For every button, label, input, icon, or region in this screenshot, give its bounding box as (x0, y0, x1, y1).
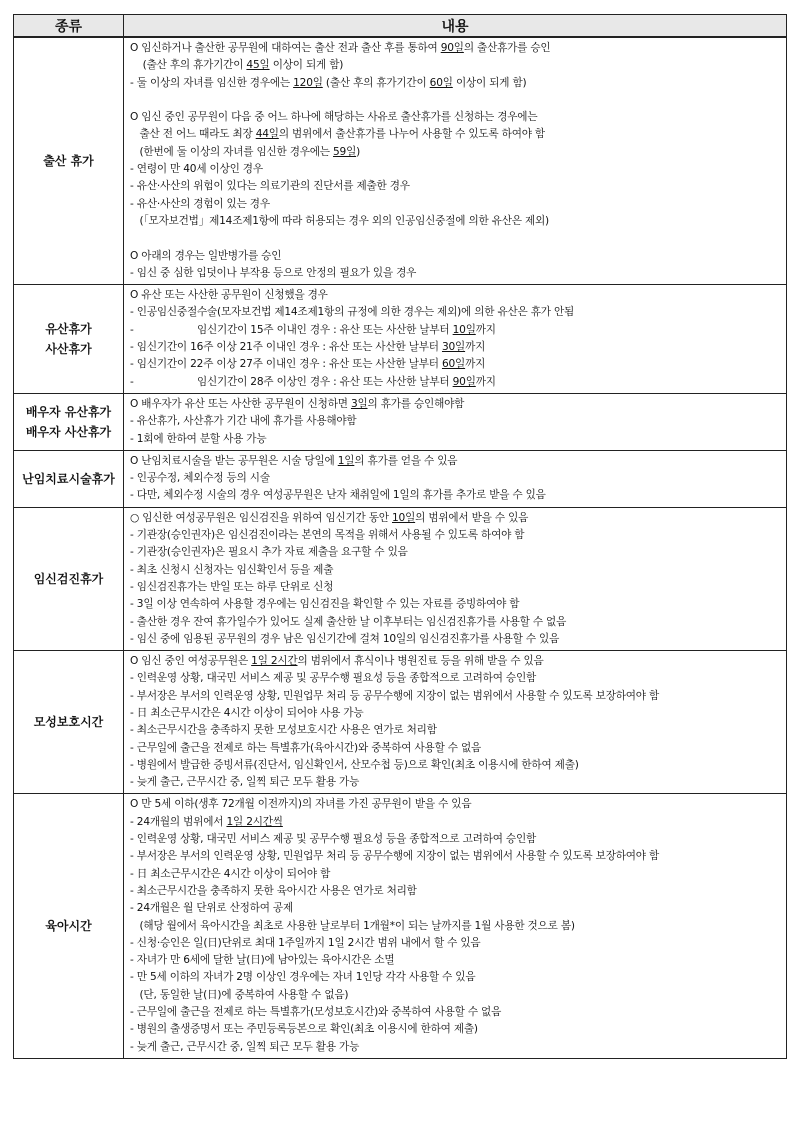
content-line (130, 144, 782, 161)
leave-content (124, 37, 787, 285)
line-text: - 늦게 출근, 근무시간 중, 일찍 퇴근 모두 활용 가능 (130, 1040, 360, 1053)
line-text: - 인력운영 상황, 대국민 서비스 제공 및 공무수행 필요성 등을 종합적으로 고려하여 승인함 (130, 833, 537, 846)
content-line (130, 831, 782, 848)
line-text: 출산 전 어느 때라도 최장 (130, 128, 256, 141)
content-line (130, 265, 782, 282)
line-text: O 난임치료시술을 받는 공무원은 시술 당일에 (130, 454, 338, 467)
content-line (130, 1004, 782, 1021)
content-line (130, 544, 782, 561)
line-text: - 늦게 출근, 근무시간 중, 일찍 퇴근 모두 활용 가능 (130, 776, 360, 789)
line-text: - 기관장(승인권자)은 필요시 추가 자료 제출을 요구할 수 있음 (130, 546, 408, 559)
line-text: O 임신 중인 여성공무원은 (130, 655, 252, 668)
underlined-term: 45일 (246, 59, 270, 72)
underlined-term: 30일 (441, 341, 466, 354)
underlined-term: 60일 (441, 358, 466, 371)
line-text: - 최소근무시간을 충족하지 못한 모성보호시간 사용은 연가로 처리함 (130, 724, 437, 737)
line-text: 이상이 되게 함) (452, 76, 527, 89)
line-text: - 인력운영 상황, 대국민 서비스 제공 및 공무수행 필요성 등을 종합적으로 고려하여 승인함 (130, 672, 537, 685)
line-text: 의 휴가를 얻을 수 있음 (354, 454, 458, 467)
content-line (130, 757, 782, 774)
content-line (130, 356, 782, 373)
content-line (130, 848, 782, 865)
leave-content (124, 450, 787, 507)
content-line (130, 1039, 782, 1056)
content-line (130, 987, 782, 1004)
category-label: 배우자 사산휴가 (25, 424, 112, 439)
category-label: 배우자 유산휴가 (25, 404, 112, 419)
line-text: - 유산휴가, 사산휴가 기간 내에 휴가를 사용해야함 (130, 415, 357, 428)
underlined-term: 44일 (255, 128, 279, 141)
leave-content (124, 507, 787, 650)
content-line (130, 579, 782, 596)
line-text: (해당 월에서 육아시간을 최초로 사용한 날로부터 1개월*이 되는 날까지를 1월 사용한 것으로 봄) (130, 919, 575, 932)
leave-content (124, 285, 787, 394)
leave-category (14, 393, 124, 450)
content-line (130, 883, 782, 900)
line-text: 까지 (465, 341, 486, 354)
underlined-term: 1일 (337, 454, 355, 467)
line-text: ○ 임신한 여성공무원은 임신검진을 위하여 임신기간 동안 (130, 511, 392, 524)
table-row (14, 37, 787, 285)
content-line (130, 614, 782, 631)
line-text: - 임신 중 심한 입덧이나 부작용 등으로 안정의 필요가 있을 경우 (130, 266, 417, 279)
underlined-term: 59일 (333, 145, 357, 158)
category-label: 난임치료시술휴가 (22, 471, 115, 486)
line-text: - 임신기간이 15주 이내인 경우 : 유산 또는 사산한 날부터 (130, 323, 453, 336)
line-text: - 임신기간이 28주 이상인 경우 : 유산 또는 사산한 날부터 (130, 375, 453, 388)
line-text: - 병원의 출생증명서 또는 주민등록등본으로 확인(최초 이용시에 한하여 제출) (130, 1023, 478, 1036)
line-text: - 3일 이상 연속하여 사용할 경우에는 임신검진을 확인할 수 있는 자료를 증빙하여야 함 (130, 598, 520, 611)
content-line (130, 1021, 782, 1038)
underlined-term: 1일 2시간 (251, 655, 298, 668)
line-text: - 신청·승인은 일(日)단위로 최대 1주일까지 1일 2시간 범위 내에서 할 수 있음 (130, 936, 481, 949)
content-line (130, 688, 782, 705)
underlined-term: 10일 (452, 323, 476, 336)
line-text: - 부서장은 부서의 인력운영 상황, 민원업무 처리 등 공무수행에 지장이 없는 범위에서 사용할 수 있도록 보장하여야 함 (130, 850, 660, 863)
line-text: 의 휴가를 승인해야함 (367, 397, 465, 410)
category-label: 사산휴가 (45, 342, 92, 357)
line-text: O 임신하거나 출산한 공무원에 대하여는 출산 전과 출산 후를 통하여 (130, 42, 441, 54)
line-text: 의 범위에서 출산휴가를 나누어 사용할 수 있도록 하여야 함 (278, 128, 545, 141)
line-text: O 임신 중인 공무원이 다음 중 어느 하나에 해당하는 사유로 출산휴가를 신청하는 경우에는 (130, 111, 538, 124)
content-line (130, 969, 782, 986)
content-line (130, 796, 782, 813)
line-text: - 인공임신중절수술(모자보건법 제14조제1항의 규정에 의한 경우는 제외)에 의한 유산은 휴가 안됨 (130, 306, 575, 319)
content-line (130, 161, 782, 178)
line-text: - 임신검진휴가는 반일 또는 하루 단위로 신청 (130, 580, 334, 593)
leave-content (124, 794, 787, 1058)
line-text: 의 범위에서 휴식이나 병원진료 등을 위해 받을 수 있음 (297, 655, 544, 668)
line-text: O 배우자가 유산 또는 사산한 공무원이 신청하면 (130, 397, 351, 410)
content-line (130, 196, 782, 213)
underlined-term: 90일 (440, 42, 464, 54)
category-label: 임신검진휴가 (33, 571, 104, 586)
line-text: 까지 (475, 323, 496, 336)
table-row (14, 393, 787, 450)
content-line (130, 374, 782, 391)
line-text: 까지 (475, 375, 496, 388)
leave-category (14, 450, 124, 507)
line-text: ) (356, 145, 361, 158)
table-row (14, 651, 787, 794)
line-text: - 임신기간이 16주 이상 21주 이내인 경우 : 유산 또는 사산한 날부터 (130, 341, 442, 354)
line-text: - 유산·사산의 경험이 있는 경우 (130, 197, 270, 210)
line-text: - 부서장은 부서의 인력운영 상황, 민원업무 처리 등 공무수행에 지장이 없는 범위에서 사용할 수 있도록 보장하여야 함 (130, 689, 660, 702)
line-text: (출산 후의 휴가기간이 (322, 76, 430, 89)
content-line (130, 952, 782, 969)
content-line (130, 109, 782, 126)
line-text: 의 범위에서 받을 수 있음 (415, 511, 529, 524)
line-text: - 다만, 체외수정 시술의 경우 여성공무원은 난자 채취일에 1일의 휴가를 추가로 받을 수 있음 (130, 489, 546, 502)
content-line (130, 213, 782, 230)
line-text: - 日 최소근무시간은 4시간 이상이 되어야 함 (130, 867, 331, 880)
content-line (130, 705, 782, 722)
underlined-term: 1일 2시간씩 (226, 815, 283, 828)
line-text: (한번에 둘 이상의 자녀를 임신한 경우에는 (130, 145, 334, 158)
leave-category (14, 794, 124, 1058)
table-row (14, 285, 787, 394)
content-line (130, 774, 782, 791)
line-text: - 만 5세 이하의 자녀가 2명 이상인 경우에는 자녀 1인당 각각 사용할 수 있음 (130, 971, 476, 984)
content-line (130, 453, 782, 470)
content-line (130, 248, 782, 265)
line-text: - 둘 이상의 자녀를 임신한 경우에는 (130, 76, 294, 89)
content-line (130, 322, 782, 339)
table-row (14, 794, 787, 1058)
table-body (14, 37, 787, 1058)
content-line (130, 57, 782, 74)
content-line (130, 527, 782, 544)
leave-content (124, 651, 787, 794)
line-text: 의 출산휴가를 승인 (463, 42, 551, 54)
underlined-term: 120일 (293, 76, 323, 89)
line-text: - 최소근무시간을 충족하지 못한 육아시간 사용은 연가로 처리함 (130, 884, 417, 897)
table-row (14, 507, 787, 650)
underlined-term: 10일 (392, 511, 416, 524)
content-line (130, 653, 782, 670)
line-text: (출산 후의 휴가기간이 (130, 59, 247, 72)
content-line (130, 918, 782, 935)
category-label: 모성보호시간 (33, 715, 104, 730)
category-label: 출산 휴가 (43, 154, 94, 169)
line-text: 까지 (465, 358, 486, 371)
table-row (14, 450, 787, 507)
content-line (130, 126, 782, 143)
content-line (130, 287, 782, 304)
content-line (130, 431, 782, 448)
content-line (130, 40, 782, 57)
header-category: 종류 (14, 15, 124, 38)
line-text: (단, 동일한 날(日)에 중복하여 사용할 수 없음) (130, 988, 349, 1001)
line-text: - 日 최소근무시간은 4시간 이상이 되어야 사용 가능 (130, 706, 364, 719)
line-text: (「모자보건법」제14조제1항에 따라 허용되는 경우 외의 인공임신중절에 의한 유산은 제외) (130, 214, 549, 227)
content-line (130, 900, 782, 917)
header-content: 내용 (124, 15, 787, 38)
line-text: - 24개월은 월 단위로 산정하여 공제 (130, 902, 293, 915)
table-header-row (14, 15, 787, 38)
line-text: O 아래의 경우는 일반병가를 승인 (130, 249, 282, 262)
underlined-term: 90일 (452, 375, 476, 388)
category-label: 육아시간 (45, 919, 92, 934)
content-line (130, 396, 782, 413)
category-label: 유산휴가 (45, 322, 92, 337)
leave-content (124, 393, 787, 450)
line-text: - 최초 신청시 신청자는 임신확인서 등을 제출 (130, 563, 334, 576)
underlined-term: 3일 (350, 397, 368, 410)
content-line (130, 487, 782, 504)
line-text: - 유산·사산의 위험이 있다는 의료기관의 진단서를 제출한 경우 (130, 180, 410, 193)
line-text: - 임신기간이 22주 이상 27주 이내인 경우 : 유산 또는 사산한 날부터 (130, 358, 442, 371)
line-text: - 병원에서 발급한 증빙서류(진단서, 임신확인서, 산모수첩 등)으로 확인(최초 이용시에 한하여 제출) (130, 758, 579, 771)
line-text: - 기관장(승인권자)은 임신검진이라는 본연의 목적을 위해서 사용될 수 있도록 하여야 함 (130, 529, 525, 542)
content-line (130, 814, 782, 831)
content-line (130, 230, 782, 247)
content-line (130, 304, 782, 321)
content-line (130, 75, 782, 92)
line-text: O 유산 또는 사산한 공무원이 신청했을 경우 (130, 289, 328, 302)
line-text: - 임신 중에 임용된 공무원의 경우 남은 임신기간에 걸쳐 10일의 임신검진휴가를 사용할 수 있음 (130, 632, 560, 645)
line-text: - 근무일에 출근을 전제로 하는 특별휴가(모성보호시간)와 중복하여 사용할 수 없음 (130, 1006, 502, 1019)
content-line (130, 470, 782, 487)
line-text: - 24개월의 범위에서 (130, 815, 227, 828)
leave-policy-table (13, 14, 787, 1059)
leave-category (14, 651, 124, 794)
line-text: - 연령이 만 40세 이상인 경우 (130, 163, 263, 176)
line-text: O 만 5세 이하(생후 72개월 이전까지)의 자녀를 가진 공무원이 받을 수 있음 (130, 798, 472, 811)
underlined-term: 60일 (429, 76, 453, 89)
content-line (130, 92, 782, 109)
line-text: - 인공수정, 체외수정 등의 시술 (130, 472, 270, 485)
content-line (130, 562, 782, 579)
content-line (130, 866, 782, 883)
line-text: - 자녀가 만 6세에 달한 날(日)에 남아있는 육아시간은 소멸 (130, 954, 395, 967)
content-line (130, 740, 782, 757)
content-line (130, 935, 782, 952)
line-text: - 출산한 경우 잔여 휴가일수가 있어도 실제 출산한 날 이후부터는 임신검진휴가를 사용할 수 없음 (130, 615, 567, 628)
content-line (130, 339, 782, 356)
leave-category (14, 507, 124, 650)
content-line (130, 670, 782, 687)
line-text: - 근무일에 출근을 전제로 하는 특별휴가(육아시간)와 중복하여 사용할 수 없음 (130, 741, 482, 754)
content-line (130, 510, 782, 527)
line-text: 이상이 되게 함) (269, 59, 344, 72)
content-line (130, 178, 782, 195)
content-line (130, 722, 782, 739)
leave-category (14, 37, 124, 285)
line-text: - 1회에 한하여 분할 사용 가능 (130, 432, 267, 445)
content-line (130, 596, 782, 613)
content-line (130, 413, 782, 430)
leave-category (14, 285, 124, 394)
content-line (130, 631, 782, 648)
